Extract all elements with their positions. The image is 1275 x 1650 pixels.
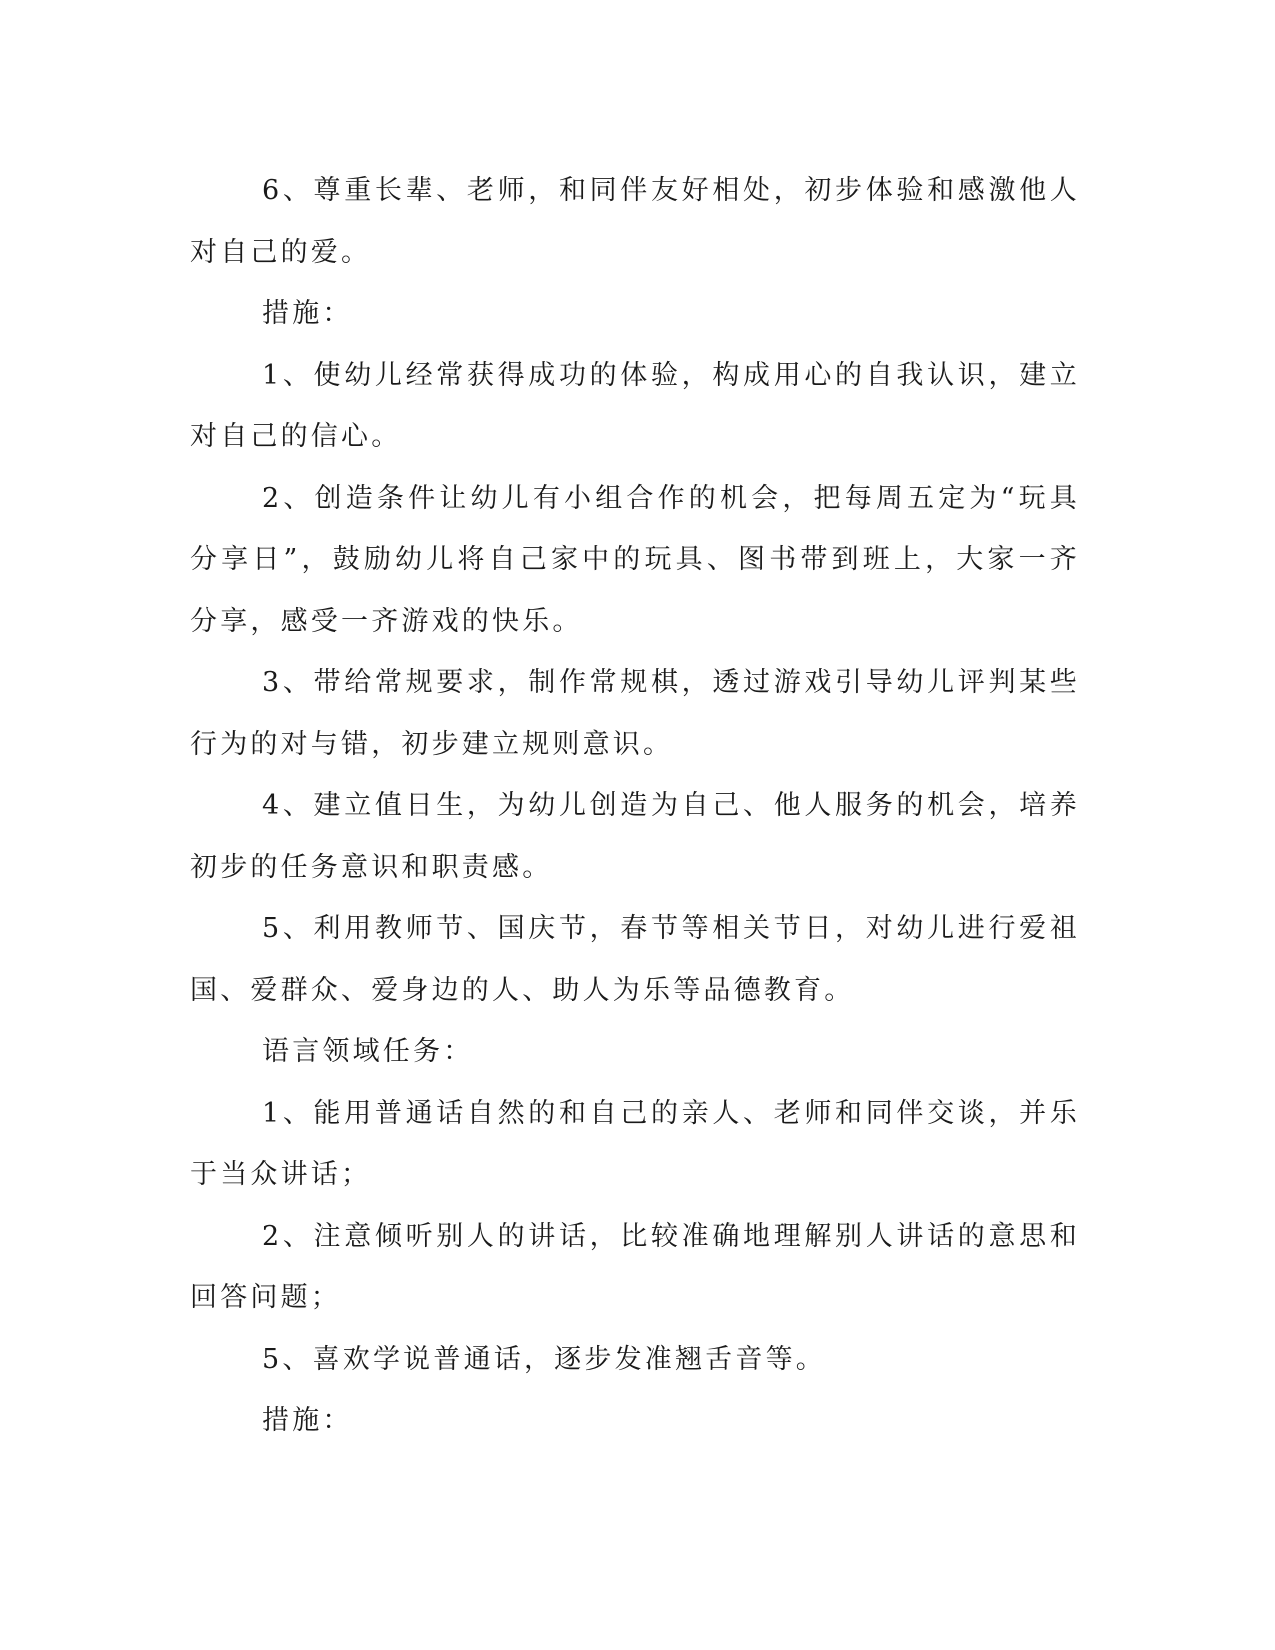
paragraph-language-task-2: 2、注意倾听别人的讲话，比较准确地理解别人讲话的意思和回答问题； xyxy=(190,1220,1080,1313)
paragraph-measure-4: 4、建立值日生，为幼儿创造为自己、他人服务的机会，培养初步的任务意识和职责感。 xyxy=(190,790,1080,883)
paragraph-measure-2: 2、创造条件让幼儿有小组合作的机会，把每周五定为“玩具分享日”，鼓励幼儿将自己家中的玩具、图书带到班上，大家一齐分享，感受一齐游戏的快乐。 xyxy=(190,482,1080,637)
heading-language-tasks: 语言领域任务： xyxy=(262,1036,474,1067)
heading-measures-2: 措施： xyxy=(262,1405,353,1436)
paragraph-measure-1: 1、使幼儿经常获得成功的体验，构成用心的自我认识，建立对自己的信心。 xyxy=(190,359,1080,452)
document-body xyxy=(190,160,1080,1452)
paragraph-language-task-5: 5、喜欢学说普通话，逐步发准翘舌音等。 xyxy=(262,1343,826,1375)
heading-measures: 措施： xyxy=(262,298,353,329)
paragraph-language-task-1: 1、能用普通话自然的和自己的亲人、老师和同伴交谈，并乐于当众讲话； xyxy=(190,1097,1080,1190)
paragraph-measure-5: 5、利用教师节、国庆节，春节等相关节日，对幼儿进行爱祖国、爱群众、爱身边的人、助人为乐等品德教育。 xyxy=(190,913,1080,1006)
paragraph-measure-3: 3、带给常规要求，制作常规棋，透过游戏引导幼儿评判某些行为的对与错，初步建立规则意识。 xyxy=(190,667,1080,760)
paragraph-goal-6: 6、尊重长辈、老师，和同伴友好相处，初步体验和感激他人对自己的爱。 xyxy=(190,175,1080,268)
